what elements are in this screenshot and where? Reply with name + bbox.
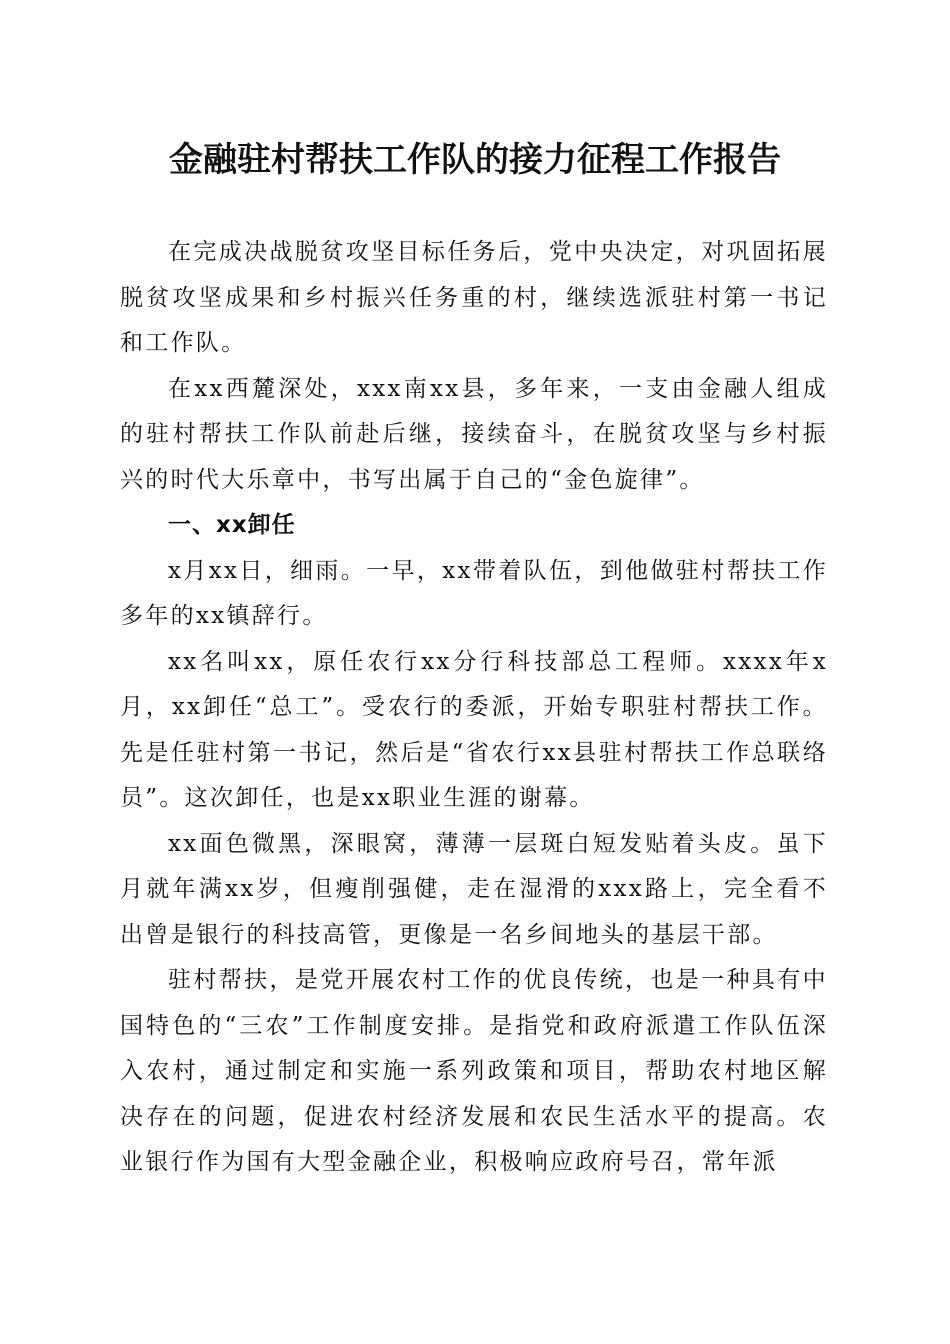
paragraph-intro: 在完成决战脱贫攻坚目标任务后，党中央决定，对巩固拓展脱贫攻坚成果和乡村振兴任务重的村，继续选派驻村第一书记和工作队。 (120, 239, 828, 356)
paragraph-policy: 驻村帮扶，是党开展农村工作的优良传统，也是一种具有中国特色的“三农”工作制度安排。是指党和政府派遣工作队伍深入农村，通过制定和实施一系列政策和项目，帮助农村地区解决存在的问题，促进农村经济发展和农民生活水平的提高。农业银行作为国有大型金融企业，积极响应政府号召，常年派 (120, 967, 828, 1175)
document-body (120, 230, 828, 1186)
document-title: 金融驻村帮扶工作队的接力征程工作报告 (169, 140, 781, 180)
paragraph-profile: xx名叫xx，原任农行xx分行科技部总工程师。xxxx年x月，xx卸任“总工”。受农行的委派，开始专职驻村帮扶工作。先是任驻村第一书记，然后是“省农行xx县驻村帮扶工作总联络员”。这次卸任，也是xx职业生涯的谢幕。 (120, 648, 828, 811)
paragraph-farewell: x月xx日，细雨。一早，xx带着队伍，到他做驻村帮扶工作多年的xx镇辞行。 (120, 557, 828, 629)
paragraph-background: 在xx西麓深处，xxx南xx县，多年来，一支由金融人组成的驻村帮扶工作队前赴后继，接续奋斗，在脱贫攻坚与乡村振兴的时代大乐章中，书写出属于自己的“金色旋律”。 (120, 375, 828, 493)
paragraph-appearance: xx面色微黑，深眼窝，薄薄一层斑白短发贴着头皮。虽下月就年满xx岁，但瘦削强健，走在湿滑的xxx路上，完全看不出曾是银行的科技高管，更像是一名乡间地头的基层干部。 (120, 830, 828, 948)
section-heading: 一、xx卸任 (168, 512, 296, 538)
